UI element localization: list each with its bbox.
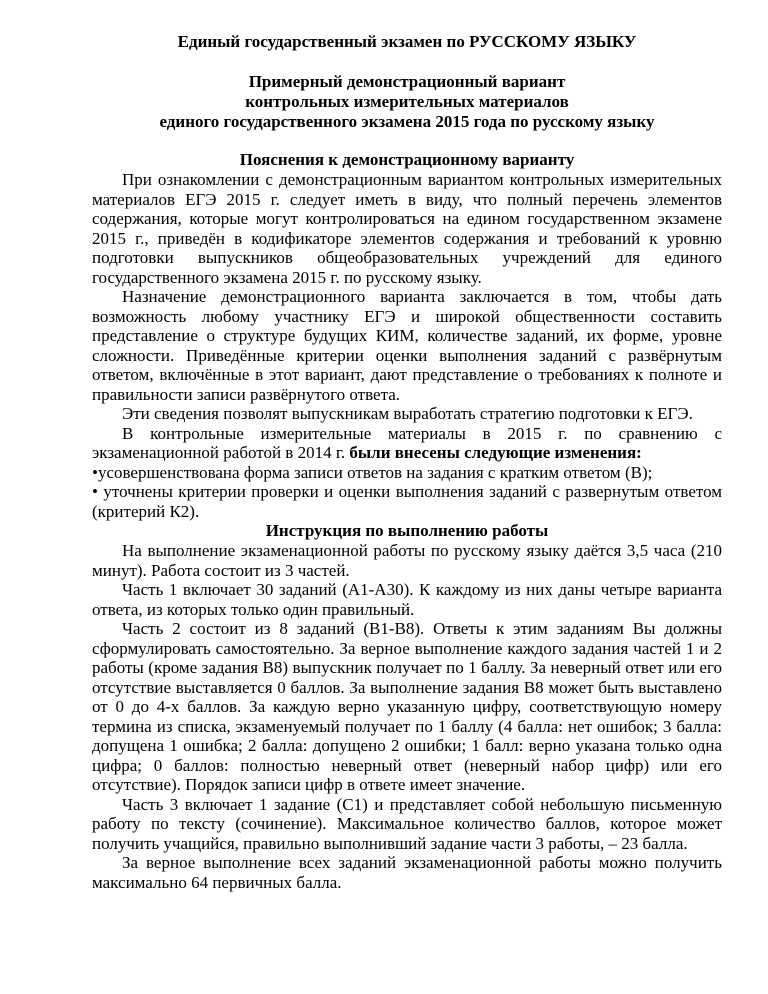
paragraph: Часть 2 состоит из 8 заданий (В1-В8). Ответы к этим заданиям Вы должны сформулировать самостоятельно. За верное выполнение каждого задания частей 1 и 2 работы (кроме задания В8) выпускник получает по 1 баллу. За неверный ответ или его отсутствие выставляется 0 баллов. За выполнение задания В8 может быть выставлено от 0 до 4-х баллов. За каждую верно указанную цифру, соответствующую номеру термина из списка, экзаменуемый получает по 1 баллу (4 балла: нет ошибок; 3 балла: допущена 1 ошибка; 2 балла: допущено 2 ошибки; 1 балл: верно указана только одна цифра; 0 баллов: полностью неверный ответ (неверный набор цифр) или его отсутствие). Порядок записи цифр в ответе имеет значение. bbox=[92, 619, 722, 794]
subtitle-line-1: Примерный демонстрационный вариант bbox=[248, 72, 566, 91]
paragraph: На выполнение экзаменационной работы по русскому языку даётся 3,5 часа (210 минут). Работа состоит из 3 частей. bbox=[92, 541, 722, 580]
paragraph: Назначение демонстрационного варианта заключается в том, чтобы дать возможность любому участнику ЕГЭ и широкой общественности составить представление о структуре будущих КИМ, количестве заданий, их форме, уровне сложности. Приведённые критерии оценки выполнения заданий с развёрнутым ответом, включённые в этот вариант, дают представление о требованиях к полноте и правильности записи развёрнутого ответа. bbox=[92, 287, 722, 404]
document-title: Единый государственный экзамен по РУССКОМУ ЯЗЫКУ bbox=[177, 32, 637, 51]
paragraph-text: В контрольные измерительные материалы в 2015 г. по сравнению с экзаменационной работой в 2014 г. bbox=[92, 423, 722, 462]
paragraph: За верное выполнение всех заданий экзаменационной работы можно получить максимально 64 первичных балла. bbox=[92, 853, 722, 892]
section-heading-instructions: Инструкция по выполнению работы bbox=[265, 521, 549, 540]
paragraph: При ознакомлении с демонстрационным вариантом контрольных измерительных материалов ЕГЭ 2015 г. следует иметь в виду, что полный перечень элементов содержания, которые могут контролироваться на едином государственном экзамене 2015 г., приведён в кодификаторе элементов содержания и требований к уровню подготовки выпускников общеобразовательных учреждений для единого государственного экзамена 2015 г. по русскому языку. bbox=[92, 170, 722, 287]
changes-emphasis: были внесены следующие изменения: bbox=[349, 443, 642, 462]
paragraph-changes bbox=[92, 424, 722, 463]
subtitle-line-3: единого государственного экзамена 2015 года по русскому языку bbox=[159, 112, 655, 131]
bullet-item: •усовершенствована форма записи ответов на задания с кратким ответом (В); bbox=[92, 462, 653, 482]
section-heading-explanations: Пояснения к демонстрационному варианту bbox=[239, 150, 575, 169]
paragraph: Часть 3 включает 1 задание (С1) и представляет собой небольшую письменную работу по тексту (сочинение). Максимальное количество баллов, которое может получить учащийся, правильно выполнивший задание части 3 работы, – 23 балла. bbox=[92, 794, 722, 853]
document-page bbox=[92, 32, 722, 892]
paragraph: Часть 1 включает 30 заданий (А1-А30). К каждому из них даны четыре варианта ответа, из которых только один правильный. bbox=[92, 580, 722, 619]
bullet-item: • уточнены критерии проверки и оценки выполнения заданий с развернутым ответом (критерий К2). bbox=[92, 482, 722, 521]
subtitle-line-2: контрольных измерительных материалов bbox=[245, 92, 569, 111]
paragraph: Эти сведения позволят выпускникам выработать стратегию подготовки к ЕГЭ. bbox=[122, 404, 693, 423]
